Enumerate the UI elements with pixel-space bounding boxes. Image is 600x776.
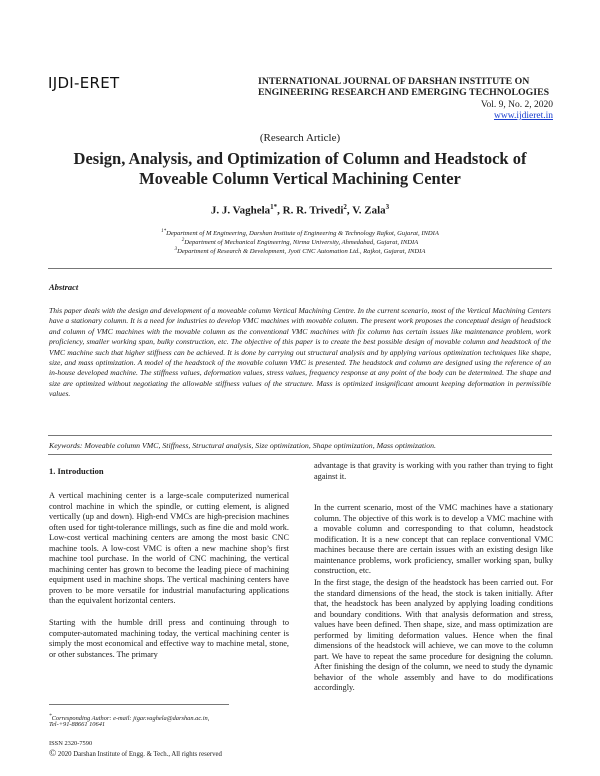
- journal-name-line2: ENGINEERING RESEARCH AND EMERGING TECHNOLOGIES: [258, 87, 550, 98]
- right-column-p1: [314, 503, 553, 577]
- copyright-icon: ©: [49, 749, 57, 759]
- paragraph: advantage is that gravity is working with you rather than trying to fight against it.: [314, 461, 553, 481]
- paragraph: In the current scenario, most of the VMC machines have a stationary column. The objective of this work is to develop a VMC machine with a movable column and corresponding to that column, headstock modification. It is a new concept that can replace conventional VMC machines because there are certain issues with an existing design like maintenance problems, work proficiency, smaller working span, bulky construction, etc.: [314, 503, 553, 576]
- footnote-sup: *: [49, 713, 52, 719]
- journal-issue: Vol. 9, No. 2, 2020: [480, 100, 553, 110]
- author-sup: 1*: [270, 203, 278, 211]
- divider: [48, 435, 552, 436]
- right-column: [314, 461, 553, 482]
- affiliation-sup: 2: [181, 238, 185, 243]
- keywords: Keywords: Moveable column VMC, Stiffness, Structural analysis, Size optimization, Shape optimization, Mass optimization.: [49, 441, 436, 450]
- divider: [48, 268, 552, 269]
- journal-url-link[interactable]: www.ijdieret.in: [493, 111, 553, 121]
- author-list: J. J. Vaghela$^{1*}$, R. R. Trivedi$^2$, V. Zala$^3$: [210, 203, 390, 217]
- article-type: (Research Article): [259, 132, 341, 144]
- affiliation-sup: 3: [174, 247, 178, 252]
- paragraph: Starting with the humble drill press and continuing through to computer-automated machining today, the vertical machining center is simply the most economical and effective way to machine metal, stone, or other substances. The primary: [49, 618, 289, 659]
- author-sup: 3: [385, 203, 390, 211]
- author-name: V. Zala: [352, 204, 386, 217]
- left-column: [49, 491, 289, 607]
- author-name: J. J. Vaghela: [210, 204, 271, 217]
- left-column-cont: [49, 618, 289, 660]
- abstract-text: This paper deals with the design and development of a moveable column Vertical Machining Centre. In the current scenario, most of the Vertical Machining Centers have a stationary column. It is a need for industries to develop VMC machines with movable column. The present work proposes the conceptual design of headstock and column of VMC machines with the movable column as the conventional VMC machines with fix column has certain issues like maintenance problem, work proficiency, smaller working span, bulky construction, etc. The objective of this paper is to create the best possible design of movable column and headstock of the VMC machine such that higher stiffness can be achieved. It is done by carrying out structural analysis and by applying various optimization techniques like shape, size, and mass optimization. A model of the headstock of the movable column VMC is presented. The headstock and column are designed using the reference of an in-house developed machine. The stiffness values, deformation values, stress values, frequency response at any point of the body can be determined. The shape and size are optimized without negotiating the allowable stiffness values of the structure. Mass is optimized insignificant amount keeping deformation in permissible values.: [49, 306, 551, 399]
- paragraph: In the first stage, the design of the headstock has been carried out. For the standard dimensions of the head, the stock is taken initially. After that, the headstock has been analyzed by applying loading conditions and boundary conditions. With that analysis deformation and stress, values have been defined. Then shape, size, and mass optimization are performed by limiting deformation values. Hence when the final dimensions of the headstock will achieve, we can move to the column part. We have to repeat the same procedure for designing the column. After finishing the design of the column, we need to study the dynamic behavior of the whole assembly and have to do modifications accordingly.: [314, 578, 553, 693]
- section-heading: 1. Introduction: [49, 466, 104, 476]
- copyright: [49, 749, 222, 759]
- issn: ISSN 2320-7590: [49, 740, 93, 747]
- abstract-heading: Abstract: [49, 282, 79, 292]
- corresponding-email: Corresponding Author: e-mail: jigar.vaghela@darshan.ac.in,: [51, 715, 210, 723]
- journal-name: [258, 76, 558, 98]
- affiliation-text: Department of Mechanical Engineering, Nirma University, Ahmedabad, Gujarat, INDIA: [184, 239, 419, 247]
- affiliation: [0, 245, 600, 256]
- paper-title: [40, 149, 560, 189]
- paper-title-line2: Moveable Column Vertical Machining Center: [139, 169, 461, 188]
- footnote-divider: [49, 704, 229, 705]
- copyright-text: 2020 Darshan Institute of Engg. & Tech., All rights reserved: [57, 751, 222, 758]
- divider: [48, 454, 552, 455]
- paragraph: A vertical machining center is a large-scale computerized numerical control machine in which the spindle, or cutting element, is aligned vertically (up and down). High-end VMCs are high-precision machines often used for tight-tolerance millings, such as fine die and mold work. Low-cost vertical machining centers are among the most basic CNC machine tools. A low-cost VMC is often a new machine shop’s first machine tool purchase. In the world of CNC machining, the vertical machining center has grown to become the leading piece of machining equipment used in machine shops. The vertical machining centers have proven to be more versatile for industrial manufacturing applications than the equivalent horizontal centers.: [49, 491, 289, 606]
- affiliation-text: Department of M Engineering, Darshan Institute of Engineering & Technology Rajkot, Gujarat, INDIA: [166, 230, 439, 238]
- paper-title-line1: Design, Analysis, and Optimization of Column and Headstock of: [73, 149, 527, 168]
- affiliation-sup: 1*: [161, 229, 167, 234]
- right-column-p2: [314, 578, 553, 694]
- author-sup: 2: [343, 203, 347, 211]
- affiliation-text: Department of Research & Development, Jyoti CNC Automation Ltd., Rajkot, Gujarat, INDIA: [177, 248, 426, 256]
- journal-name-line1: INTERNATIONAL JOURNAL OF DARSHAN INSTITUTE ON: [258, 76, 530, 87]
- journal-logo: IJDI-ERET: [48, 74, 120, 92]
- author-name: R. R. Trivedi: [282, 204, 344, 217]
- corresponding-tel: Tel-+91-88661 10641: [49, 721, 106, 728]
